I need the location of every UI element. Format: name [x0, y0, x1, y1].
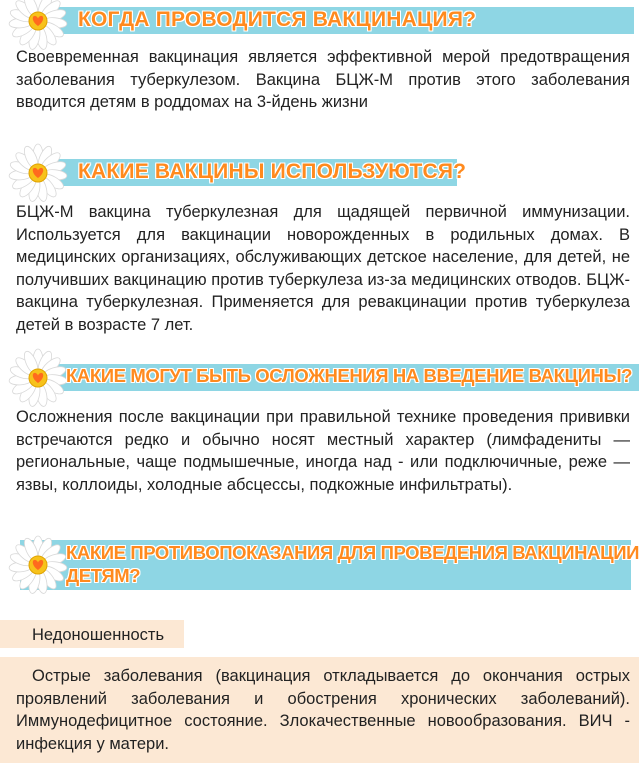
- section-heading: КАКИЕ МОГУТ БЫТЬ ОСЛОЖНЕНИЯ НА ВВЕДЕНИЕ ВАКЦИНЫ?: [66, 365, 633, 386]
- daisy-icon: [8, 348, 68, 408]
- daisy-icon: [8, 143, 68, 203]
- section-heading-line1: КАКИЕ ПРОТИВОПОКАЗАНИЯ ДЛЯ ПРОВЕДЕНИЯ ВАКЦИНАЦИИ: [66, 542, 639, 563]
- section-body: Своевременная вакцинация является эффективной мерой предотвращения заболевания туберкулезом. Вакцина БЦЖ-М против этого заболевания вводится детям в роддомах на 3-йдень жизни: [16, 48, 630, 111]
- daisy-icon: [8, 535, 68, 595]
- section-heading: КАКИЕ ВАКЦИНЫ ИСПОЛЬЗУЮТСЯ?: [78, 160, 467, 183]
- section-heading: КОГДА ПРОВОДИТСЯ ВАКЦИНАЦИЯ?: [78, 8, 477, 31]
- section-body: БЦЖ-М вакцина туберкулезная для щадящей первичной иммунизации. Используется для вакцинации новорожденных в родильных домах. В медицинских организациях, обслуживающих детское население, для детей, не получивших вакцинацию против туберкулеза из-за медицинских отводов. БЦЖ- вакцина туберкулезная. Применяется для ревакцинации против туберкулеза детей в возрасте 7 лет.: [16, 203, 630, 334]
- contraindication-item: Острые заболевания (вакцинация откладывается до окончания острых проявлений заболевания и обострения хронических заболеваний). Иммунодефицитное состояние. Злокачественные новообразования. ВИЧ - инфекция у матери.: [16, 667, 630, 753]
- section-heading-line2: ДЕТЯМ?: [66, 565, 141, 586]
- section-body: Осложнения после вакцинации при правильной технике проведения прививки встречаются редко и обычно носят местный характер (лимфадениты — региональные, чаще подмышечные, иногда над - или подключичные, реже — язвы, коллоиды, холодные абсцессы, подкожные инфильтраты).: [16, 408, 630, 494]
- contraindication-item: Недоношенность: [32, 626, 165, 644]
- daisy-icon: [8, 0, 68, 51]
